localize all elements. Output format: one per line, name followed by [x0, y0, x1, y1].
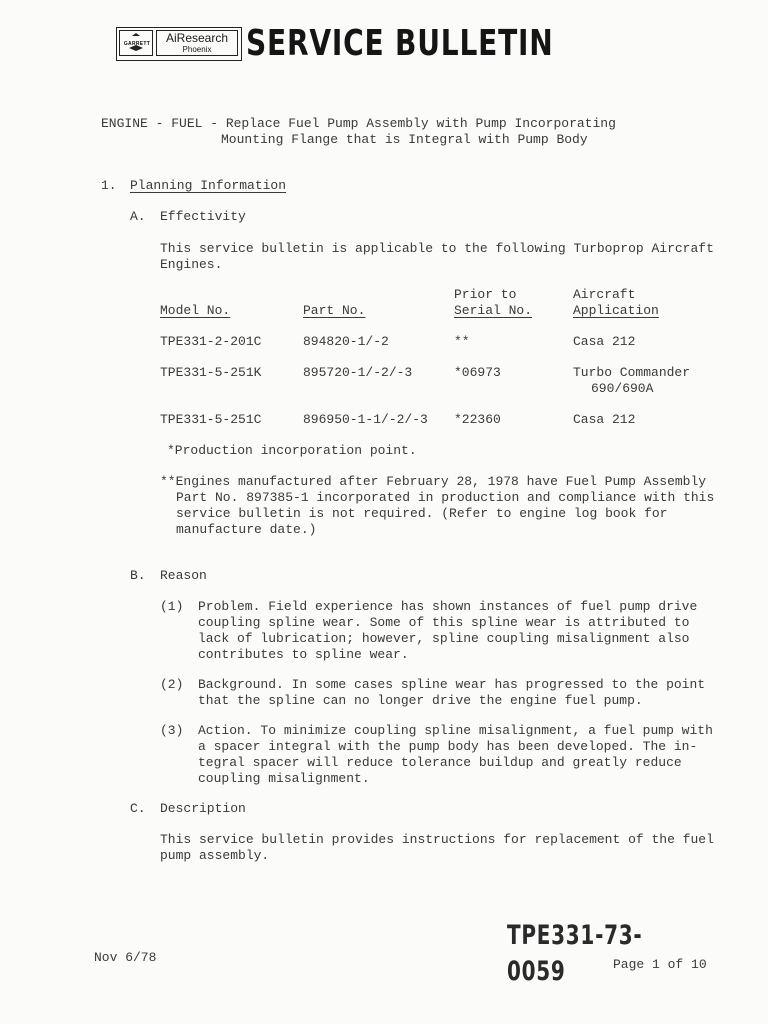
row-part: 896950-1-1/-2/-3	[303, 412, 428, 427]
page-number: Page 1 of 10	[613, 957, 707, 972]
row-serial: *22360	[454, 412, 501, 427]
airesearch-logo	[116, 27, 242, 61]
header-app: Application	[573, 303, 659, 318]
reason-line: contributes to spline wear.	[198, 647, 409, 662]
row-part: 894820-1/-2	[303, 334, 389, 349]
reason-line: Background. In some cases spline wear has progressed to the point	[198, 677, 706, 692]
logo-brand: GARRETT	[123, 41, 151, 47]
row-serial: *06973	[454, 365, 501, 380]
reason-line: coupling spline wear. Some of this spline wear is attributed to	[198, 615, 690, 630]
header-serial: Serial No.	[454, 303, 533, 318]
logo-location: Phoenix	[182, 45, 212, 54]
subject-line-1: ENGINE - FUEL - Replace Fuel Pump Assembly with Pump Incorporating	[101, 116, 616, 131]
document-number: TPE331-73-0059	[507, 920, 643, 987]
subsection-a-title: Effectivity	[160, 209, 246, 224]
header-app-top: Aircraft	[573, 287, 636, 302]
row-app: Casa 212	[573, 334, 636, 349]
description-line-2: pump assembly.	[160, 848, 270, 863]
row-model: TPE331-2-201C	[160, 334, 262, 349]
reason-line: tegral spacer will reduce tolerance buildup and greatly reduce	[198, 755, 682, 770]
subsection-a-letter: A.	[130, 209, 146, 224]
subsection-c-letter: C.	[130, 801, 146, 816]
issue-date: Nov 6/78	[94, 950, 157, 965]
row-part: 895720-1/-2/-3	[303, 365, 413, 380]
row-app: Turbo Commander	[573, 365, 691, 380]
row-app-cont: 690/690A	[591, 381, 654, 396]
section-1-number: 1.	[101, 178, 117, 193]
document-title: SERVICE BULLETIN	[246, 23, 554, 64]
subsection-b-letter: B.	[130, 568, 146, 583]
effectivity-intro-2: Engines.	[160, 257, 223, 272]
footnote-engines-3: service bulletin is not required. (Refer to engine log book for	[176, 506, 668, 521]
row-serial: **	[454, 334, 470, 349]
logo-company-box	[156, 30, 238, 56]
reason-num: (3)	[160, 723, 184, 738]
reason-line: that the spline can no longer drive the engine fuel pump.	[198, 693, 643, 708]
footnote-production: *Production incorporation point.	[167, 443, 417, 458]
logo-company: AiResearch	[165, 31, 229, 45]
reason-line: Problem. Field experience has shown instances of fuel pump drive	[198, 599, 698, 614]
header-part: Part No.	[303, 303, 366, 318]
section-1-title: Planning Information	[130, 178, 287, 193]
header-serial-top: Prior to	[454, 287, 517, 302]
effectivity-intro-1: This service bulletin is applicable to the following Turboprop Aircraft	[160, 241, 714, 256]
garrett-emblem	[119, 30, 153, 56]
subject-line-2: Mounting Flange that is Integral with Pump Body	[221, 132, 588, 147]
footnote-engines-1: **Engines manufactured after February 28, 1978 have Fuel Pump Assembly	[160, 474, 707, 489]
reason-line: coupling misalignment.	[198, 771, 370, 786]
row-model: TPE331-5-251C	[160, 412, 262, 427]
footnote-engines-4: manufacture date.)	[176, 522, 317, 537]
subsection-b-title: Reason	[160, 568, 207, 583]
row-app: Casa 212	[573, 412, 636, 427]
reason-num: (1)	[160, 599, 184, 614]
reason-num: (2)	[160, 677, 184, 692]
row-model: TPE331-5-251K	[160, 365, 262, 380]
description-line-1: This service bulletin provides instructions for replacement of the fuel	[160, 832, 714, 847]
reason-line: Action. To minimize coupling spline misalignment, a fuel pump with	[198, 723, 713, 738]
footnote-engines-2: Part No. 897385-1 incorporated in production and compliance with this	[176, 490, 715, 505]
reason-line: lack of lubrication; however, spline coupling misalignment also	[198, 631, 690, 646]
header-model: Model No.	[160, 303, 231, 318]
subsection-c-title: Description	[160, 801, 246, 816]
reason-line: a spacer integral with the pump body has been developed. The in-	[198, 739, 698, 754]
